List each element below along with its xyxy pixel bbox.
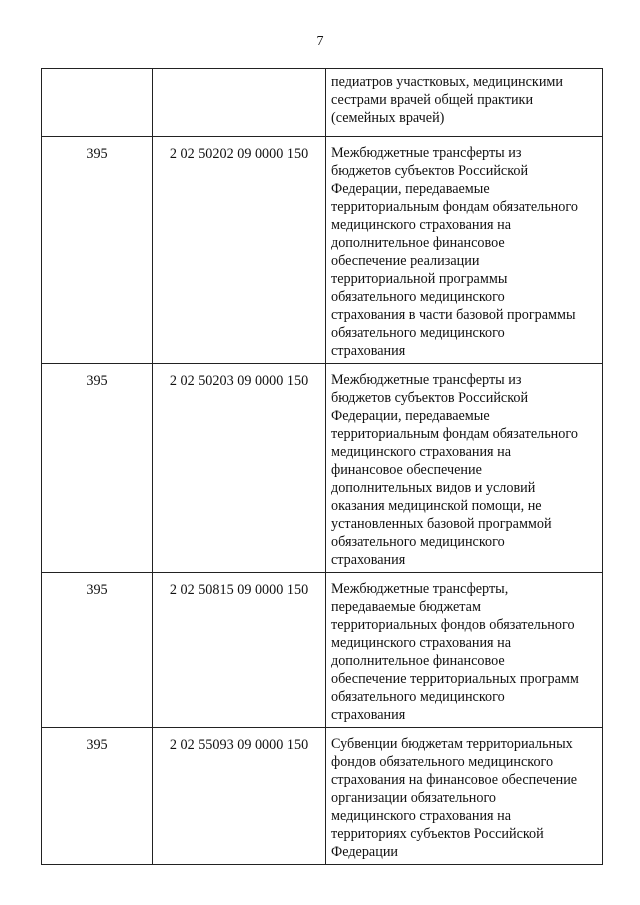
admin-code-cell: 395: [42, 137, 153, 364]
income-name-cell: [326, 364, 603, 573]
income-name-line: обязательного медицинского: [331, 325, 505, 341]
income-name-line: страхования: [331, 707, 406, 723]
income-name-line: обеспечение реализации: [331, 253, 480, 269]
income-name-cell: [326, 137, 603, 364]
income-name-line: территориях субъектов Российской: [331, 826, 544, 842]
income-name-cell: [326, 573, 603, 728]
income-name-line: медицинского страхования на: [331, 635, 512, 651]
income-name-line: дополнительных видов и условий: [331, 480, 536, 496]
budget-code-cell: 2 02 55093 09 0000 150: [153, 728, 326, 865]
income-name-line: страхования: [331, 552, 406, 568]
income-name-line: Субвенции бюджетам территориальных: [331, 736, 573, 752]
budget-code-cell: 2 02 50815 09 0000 150: [153, 573, 326, 728]
income-name-line: бюджетов субъектов Российской: [331, 163, 529, 179]
table-row: [42, 728, 603, 865]
income-name-line: бюджетов субъектов Российской: [331, 390, 529, 406]
budget-code-cell: 2 02 50202 09 0000 150: [153, 137, 326, 364]
income-name-line: Межбюджетные трансферты из: [331, 372, 522, 388]
income-name-line: обязательного медицинского: [331, 289, 505, 305]
income-name-line: обязательного медицинского: [331, 534, 505, 550]
income-name-line: оказания медицинской помощи, не: [331, 498, 542, 514]
budget-code-cell: 2 02 50203 09 0000 150: [153, 364, 326, 573]
income-name-line: (семейных врачей): [331, 110, 445, 126]
income-name-cell: [326, 728, 603, 865]
income-name-line: страхования на финансовое обеспечение: [331, 772, 578, 788]
income-name-line: финансовое обеспечение: [331, 462, 482, 478]
income-name-line: фондов обязательного медицинского: [331, 754, 554, 770]
income-name-line: организации обязательного: [331, 790, 497, 806]
admin-code-cell: 395: [42, 573, 153, 728]
table-row: [42, 69, 603, 137]
income-name-line: Межбюджетные трансферты из: [331, 145, 522, 161]
income-name-line: педиатров участковых, медицинскими: [331, 74, 563, 90]
income-name-line: установленных базовой программой: [331, 516, 552, 532]
income-name-line: обязательного медицинского: [331, 689, 505, 705]
income-name-line: территориальной программы: [331, 271, 508, 287]
admin-code-cell: 395: [42, 364, 153, 573]
income-name-line: дополнительное финансовое: [331, 235, 505, 251]
income-name-line: Межбюджетные трансферты,: [331, 581, 509, 597]
admin-code-cell: 395: [42, 728, 153, 865]
page-number: 7: [316, 34, 324, 49]
table-body: [42, 69, 603, 865]
income-name-line: Федерации, передаваемые: [331, 181, 490, 197]
income-name-line: медицинского страхования на: [331, 217, 512, 233]
income-name-line: территориальным фондам обязательного: [331, 426, 578, 442]
income-name-line: передаваемые бюджетам: [331, 599, 481, 615]
income-name-line: территориальным фондам обязательного: [331, 199, 578, 215]
income-name-line: страхования: [331, 343, 406, 359]
income-name-line: Федерации: [331, 844, 399, 860]
table-row: [42, 364, 603, 573]
income-name-line: Федерации, передаваемые: [331, 408, 490, 424]
budget-code-cell: [153, 69, 326, 137]
table-row: [42, 573, 603, 728]
income-name-line: территориальных фондов обязательного: [331, 617, 575, 633]
income-name-cell: [326, 69, 603, 137]
admin-code-cell: [42, 69, 153, 137]
income-name-line: медицинского страхования на: [331, 808, 512, 824]
income-name-line: страхования в части базовой программы: [331, 307, 576, 323]
budget-classification-table: [41, 68, 603, 865]
income-name-line: медицинского страхования на: [331, 444, 512, 460]
income-name-line: обеспечение территориальных программ: [331, 671, 579, 687]
income-name-line: дополнительное финансовое: [331, 653, 505, 669]
income-name-line: сестрами врачей общей практики: [331, 92, 534, 108]
table-row: [42, 137, 603, 364]
